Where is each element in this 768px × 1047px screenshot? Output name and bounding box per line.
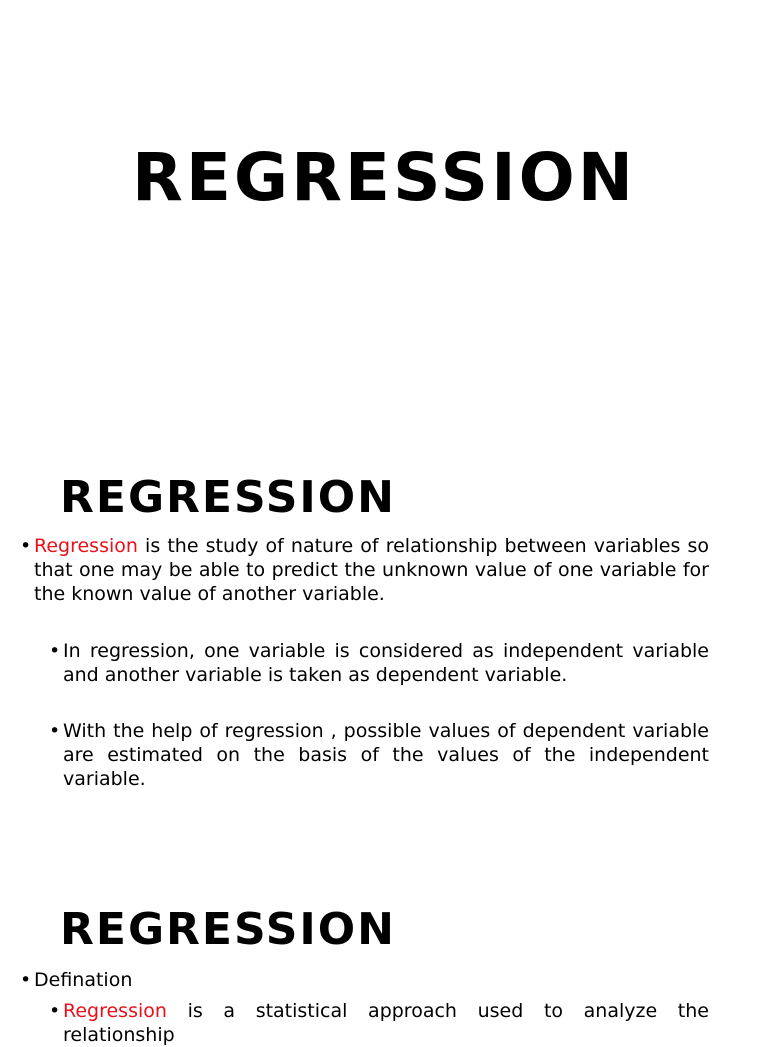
- bullet-dot: •: [49, 720, 61, 742]
- bullet-text: is a statistical approach used to analyze the relationship: [63, 1000, 709, 1046]
- sub-bullet-item: [20, 719, 709, 791]
- bullet-text: Defination: [34, 969, 133, 991]
- bullet-dot: •: [20, 969, 32, 991]
- bullet-text: is the study of nature of relationship between variables so that one may be able to predict the unknown value of one variable for the known value of another variable.: [34, 535, 709, 605]
- bullet-text: In regression, one variable is considered as independent variable and another variable is taken as dependent variable.: [63, 640, 709, 686]
- bullet-dot: •: [49, 1000, 61, 1022]
- sub-bullet-item: [20, 639, 709, 687]
- bullet-item: [20, 534, 709, 606]
- bullet-text: With the help of regression , possible values of dependent variable are estimated on the basis of the values of the independent variable.: [63, 720, 709, 790]
- slide-definition-overview: [0, 432, 768, 864]
- main-title: REGRESSION: [132, 139, 636, 216]
- bullet-item: [20, 968, 709, 992]
- slide-definition: [0, 864, 768, 1046]
- highlight-term: Regression: [63, 1000, 167, 1022]
- slide-heading: REGRESSION: [60, 904, 396, 955]
- highlight-term: Regression: [34, 535, 138, 557]
- sub-bullet-item: [20, 999, 709, 1047]
- slide-title: [0, 0, 768, 432]
- slide-heading: REGRESSION: [60, 472, 396, 523]
- bullet-dot: •: [49, 640, 61, 662]
- bullet-dot: •: [20, 535, 32, 557]
